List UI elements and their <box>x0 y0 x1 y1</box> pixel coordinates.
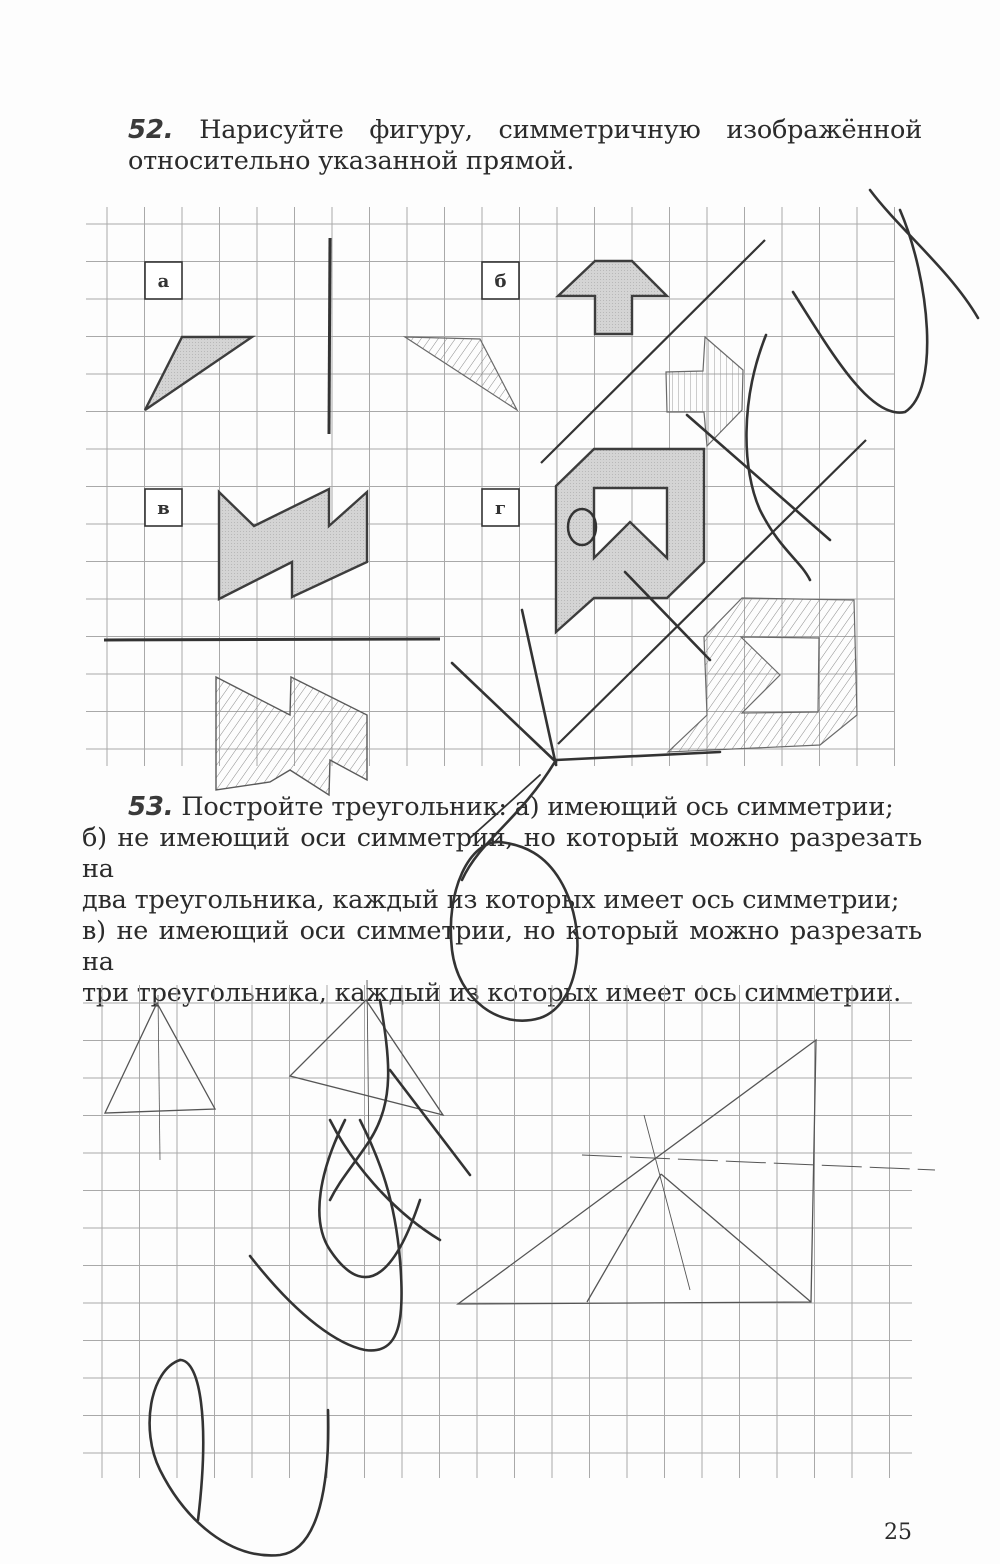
triangle-b-axis <box>367 980 369 1155</box>
figure-g-polygon <box>556 449 704 632</box>
scribble-6 <box>452 663 556 762</box>
axis-b <box>541 240 765 463</box>
scribble-3 <box>746 335 810 580</box>
task-53-line-5: три треугольника, каждый из которых имеет ось симметрии. <box>82 978 901 1008</box>
scribble-7 <box>522 610 556 765</box>
label-b: б <box>494 271 507 292</box>
triangle-a-isosceles <box>105 1003 215 1113</box>
triangle-c-axis <box>644 1115 690 1290</box>
label-g: г <box>494 498 507 519</box>
triangle-c-guide <box>582 1155 935 1170</box>
task-53-drawings <box>105 980 935 1304</box>
scribble-11 <box>330 1000 388 1200</box>
scribble-16 <box>150 1360 329 1555</box>
label-a: а <box>157 271 170 292</box>
grid-task-53 <box>83 985 912 1478</box>
axis-v <box>104 639 440 640</box>
scribble-4 <box>687 415 830 540</box>
scribble-17 <box>180 1360 203 1520</box>
scribble-2 <box>793 210 927 413</box>
drawn-reflection-v <box>216 677 367 795</box>
label-v: в <box>157 498 170 519</box>
figure-b-arrow <box>558 261 667 334</box>
pencil-scribbles <box>150 190 978 1555</box>
scribble-9 <box>462 760 556 880</box>
triangle-c-cut-1 <box>587 1174 661 1302</box>
task-52-number: 52. <box>128 115 174 145</box>
triangle-b <box>290 1000 443 1115</box>
scribble-15 <box>250 1120 402 1350</box>
task-52-statement: Нарисуйте фигуру, симметричную изображённой относительно указанной прямой. <box>128 115 922 176</box>
task-53-line-3: два треугольника, каждый из которых имеет ось симметрии; <box>82 885 900 915</box>
part-b <box>482 240 765 463</box>
drawn-reflection-g <box>668 598 857 752</box>
task-53-line-1-text: Постройте треугольник: а) имеющий ось симметрии; <box>181 792 894 822</box>
triangle-c-right <box>458 1040 816 1304</box>
scribble-8 <box>556 752 720 760</box>
task-53-line-4: в) не имеющий оси симметрии, но который можно разрезать на <box>82 916 922 977</box>
task-53-number: 53. <box>128 792 174 822</box>
page-number: 25 <box>884 1520 912 1545</box>
task-53-line-2: б) не имеющий оси симметрии, но который можно разрезать на <box>82 823 922 884</box>
scribble-10 <box>470 775 540 838</box>
figure-v-zigzag <box>219 489 367 599</box>
triangle-c-cut-2 <box>661 1174 811 1302</box>
axis-a <box>329 238 330 434</box>
